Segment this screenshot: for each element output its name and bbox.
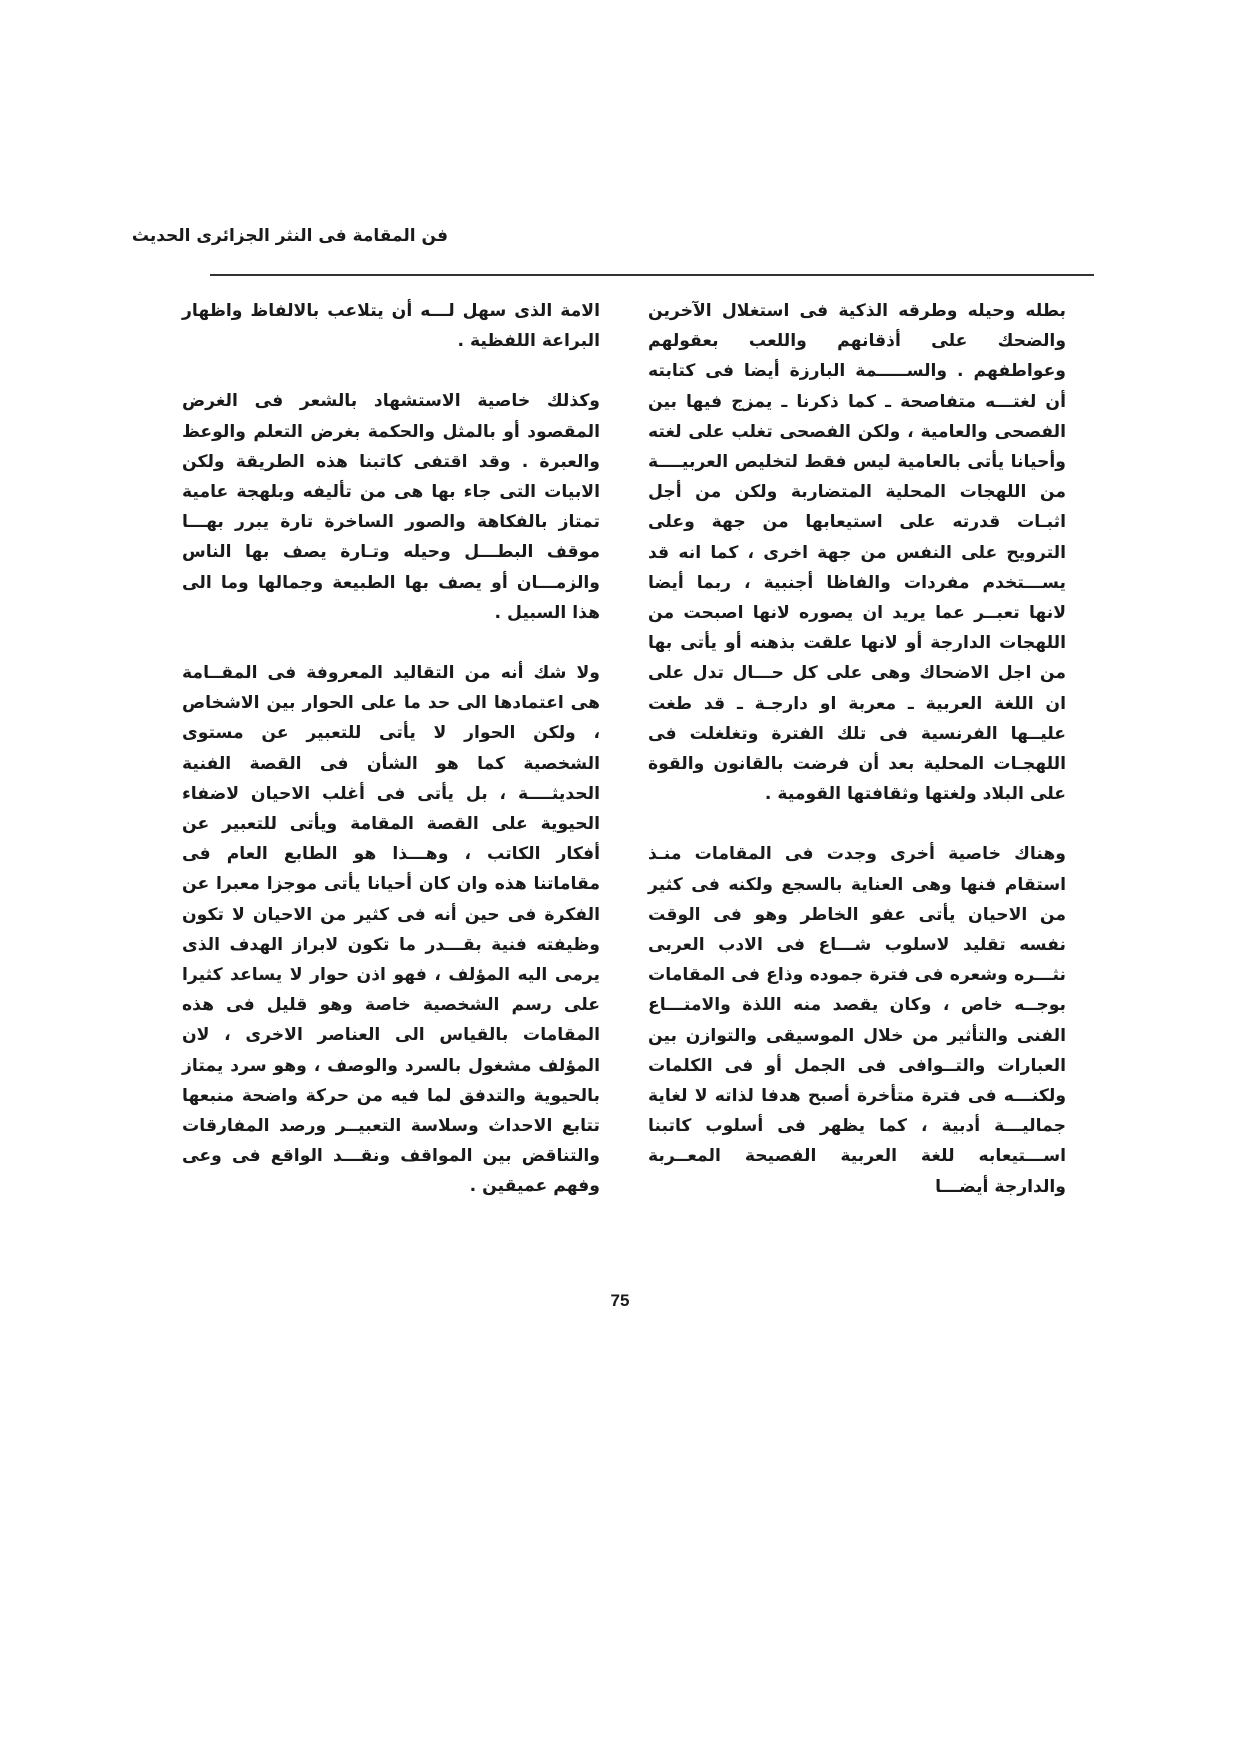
left-column <box>182 296 600 1232</box>
header-rule <box>210 274 1094 276</box>
paragraph: وكذلك خاصية الاستشهاد بالشعر فى الغرض المقصود أو بالمثل والحكمة بغرض التعلم والوعظ والعبرة . وقد اقتفى كاتبنا هذه الطريقة ولكن الابيات التى جاء بها هى من تأليفه وبلهجة عامية تمتاز بالفكاهة والصور الساخرة تارة يبرر بهـــا موقف البطـــل وحيله وتـارة يصف بها الناس والزمـــان أو يصف بها الطبيعة وجمالها وما الى هذا السبيل . <box>182 391 600 623</box>
paragraph: وهناك خاصية أخرى وجدت فى المقامات منـذ استقام فنها وهى العناية بالسجع ولكنه فى كثير من الاحيان يأتى عفو الخاطر وهو فى الوقت نفسه تقليد لاسلوب شـــاع فى الادب العربى نثـــره وشعره فى فترة جموده وذاع فى المقامات بوجــه خاص ، وكان يقصد منه اللذة والامتـــاع الفنى والتأثير من خلال الموسيقى والتوازن بين العبارات والتــوافى فى الجمل أو فى الكلمات ولكنـــه فى فترة متأخرة أصبح هدفا لذاته لا لغاية جماليـــة أدبية ، كما يظهر فى أسلوب كاتبنا اســـتيعابه للغة العربية الفصيحة المعــربة والدارجة أيضـــا <box>648 844 1066 1197</box>
paragraph: بطله وحيله وطرقه الذكية فى استغلال الآخرين والضحك على أذقانهم واللعب بعقولهم وعواطفهم . والســـــمة البارزة أيضا فى كتابته أن لغتـــه متفاصحة ـ كما ذكرنا ـ يمزج فيها بين الفصحى والعامية ، ولكن الفصحى تغلب على لغته وأحيانا يأتى بالعامية ليس فقط لتخليص العربيــــة من اللهجات المحلية المتضاربة ولكن من أجل اثبـات قدرته على استيعابها من جهة وعلى الترويح على النفس من جهة اخرى ، كما انه قد يســـتخدم مفردات والفاظا أجنبية ، ربما أيضا لانها تعبــر عما يريد ان يصوره لانها اصبحت من اللهجات الدارجة أو لانها علقت بذهنه أو يأتى بها من اجل الاضحاك وهى على كل حـــال تدل على ان اللغة العربية ـ معربة او دارجـة ـ قد طغت عليــها الفرنسية فى تلك الفترة وتغلغلت فى اللهجـات المحلية بعد أن فرضت بالقانون والقوة على البلاد ولغتها وثقافتها القومية . <box>648 301 1066 805</box>
paragraph: الامة الذى سهل لـــه أن يتلاعب بالالفاظ واظهار البراعة اللفظية . <box>182 301 600 352</box>
page-number: 75 <box>610 1291 630 1310</box>
running-header: فن المقامة فى النثر الجزائرى الحديث <box>131 226 448 246</box>
paragraph: ولا شك أنه من التقاليد المعروفة فى المقــامة هى اعتمادها الى حد ما على الحوار بين الاشخاص ، ولكن الحوار لا يأتى للتعبير عن مستوى الشخصية كما هو الشأن فى القصة الفنية الحديثــــة ، بل يأتى فى أغلب الاحيان لاضفاء الحيوية على القصة المقامة ويأتى للتعبير عن أفكار الكاتب ، وهـــذا هو الطابع العام فى مقاماتنا هذه وان كان أحيانا يأتى موجزا معبرا عن الفكرة فى حين أنه فى كثير من الاحيان لا تكون وظيفته فنية بقـــدر ما تكون لابراز الهدف الذى يرمى اليه المؤلف ، فهو اذن حوار لا يساعد كثيرا على رسم الشخصية خاصة وهو قليل فى هذه المقامات بالقياس الى العناصر الاخرى ، لان المؤلف مشغول بالسرد والوصف ، وهو سرد يمتاز بالحيوية والتدفق لما فيه من حركة واضحة منبعها تتابع الاحداث وسلاسة التعبيــر ورصد المفارقات والتناقض بين المواقف ونقـــد الواقع فى وعى وفهم عميقين . <box>182 663 600 1197</box>
right-column <box>648 296 1066 1232</box>
